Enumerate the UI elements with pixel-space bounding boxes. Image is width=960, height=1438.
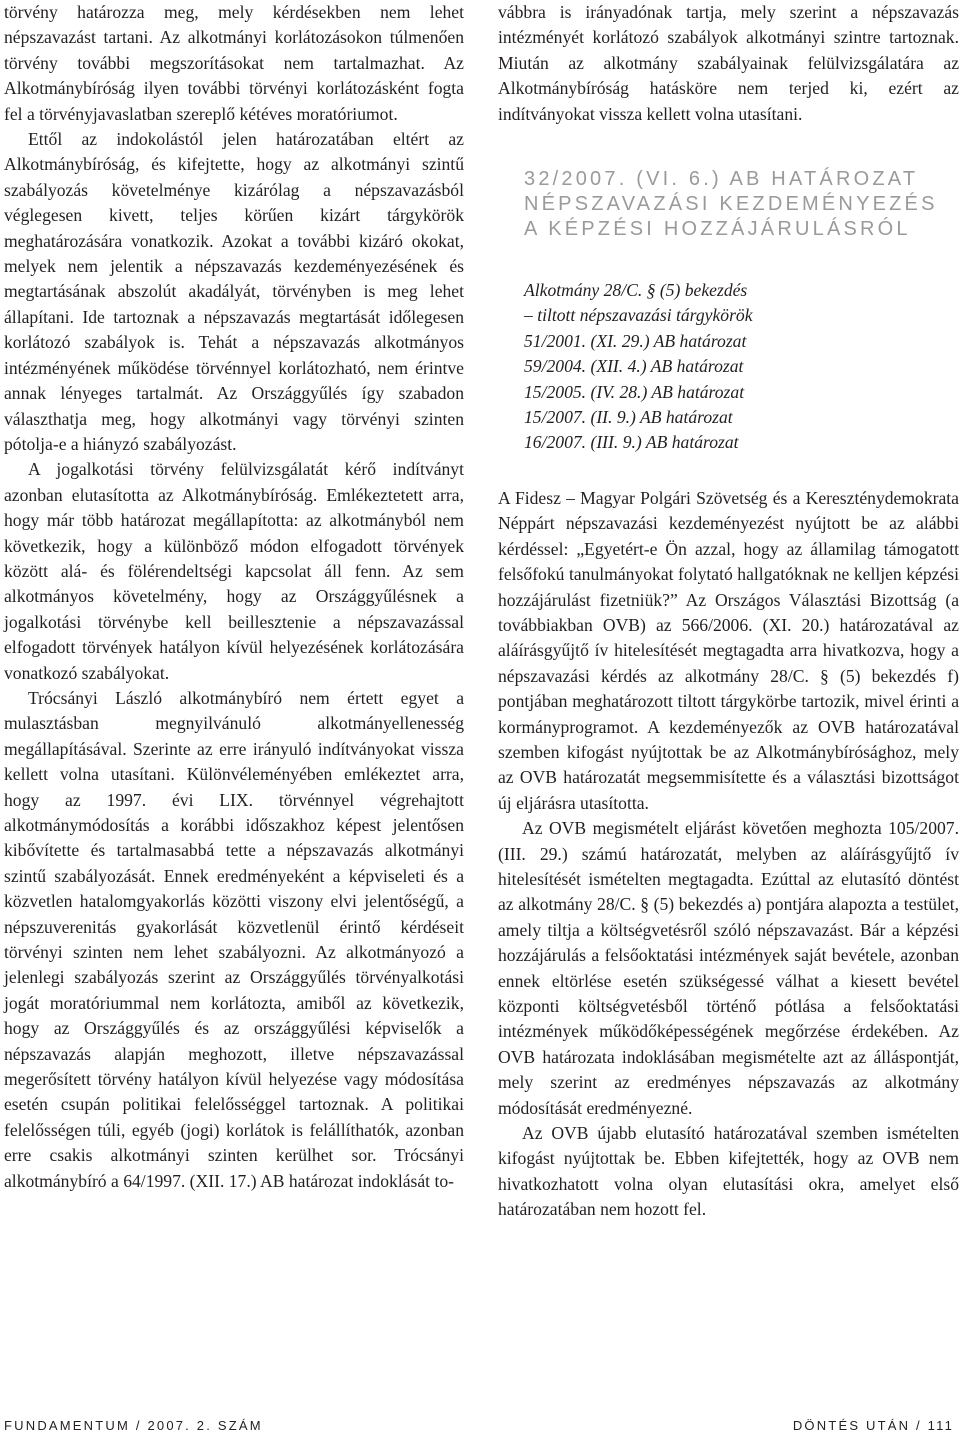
- right-paragraph-1: A Fidesz – Magyar Polgári Szövetség és a Kereszténydemokrata Néppárt népszavazási kezdeményezést nyújtott be az alábbi kérdéssel: „Egyetért-e Ön azzal, hogy az államilag támogatott felsőfokú tanulmányokat folytató hallgatóknak ne kelljen képzési hozzájárulást fizetniük?” Az Országos Választási Bizottság (a továbbiakban OVB) az 566/2006. (XI. 20.) határozatával az aláírásgyűjtő ív hitelesítését megtagadta arra hivatkozva, hogy a népszavazási kérdés az alkotmány 28/C. § (5) bekezdés f) pontjában meghatározott tiltott tárgykörbe tartozik, mivel érinti a kormányprogramot. A kezdeményezők az OVB határozatával szemben kifogást nyújtottak be az Alkotmánybírósághoz, mely az OVB határozatát megsemmisítette és a választási bizottságot új eljárásra utasította.: [498, 487, 959, 813]
- reference-list: [498, 278, 959, 456]
- footer-journal-label: FUNDAMENTUM / 2007. 2. SZÁM: [4, 1418, 263, 1433]
- left-paragraph-2: Ettől az indokolástól jelen határozatában eltért az Alkotmánybíróság, és kifejtette, hogy az alkotmányi szintű szabályozás követelménye kizárólag a népszavazásból véglegesen kivett, teljes körűen kizárt tárgykörök meghatározására vonatkozik. Azokat a további kizáró okokat, melyek nem jelentik a népszavazás kezdeményezésének és megtartásának abszolút akadályát, törvényben is meg lehet állapítani. Ide tartoznak a népszavazás megtartását időlegesen korlátozó szabályok is. Tehát a népszavazás alkotmányos intézményének működése törvénnyel korlátozható, nem érintve annak lényeges tartalmát. Az Országgyűlés így szabadon választhatja meg, hogy alkotmányi vagy törvényi szinten pótolja-e a hiányzó szabályozást.: [4, 129, 464, 454]
- reference-item: 15/2005. (IV. 28.) AB határozat: [524, 381, 745, 402]
- right-intro-paragraph: vábbra is irányadónak tartja, mely szerint a népszavazás intézményét korlátozó szabályok alkotmányi szintre tartoznak. Miután az alkotmány szabályainak felülvizsgálatára az Alkotmánybíróság hatásköre nem terjed ki, ezért az indítványokat vissza kellett volna utasítani.: [498, 2, 959, 124]
- footer-section-page-label: DÖNTÉS UTÁN / 111: [792, 1418, 954, 1433]
- left-paragraph-4: Trócsányi László alkotmánybíró nem értett egyet a mulasztásban megnyilvánuló alkotmányellenesség megállapításával. Szerinte az erre irányuló indítványokat vissza kellett volna utasítani. Különvéleményében emlékeztet arra, hogy az 1997. évi LIX. törvénnyel végrehajtott alkotmánymódosítás a korábbi időszakhoz képest jelentősen kibővítette és tartalmasabbá tette a népszavazás alkotmányi szintű szabályozását. Ennek eredményeként a képviseleti és a közvetlen hatalomgyakorlás közötti viszony elvi jelentőségű, a népszuverenitás gyakorlását közvetlenül érintő kérdéseit törvényi szinten nem lehet szabályozni. Az alkotmányozó a jelenlegi szabályozás szerint az Országgyűlés törvényalkotási jogát moratóriummal nem korlátozta, amiből az következik, hogy az Országgyűlés és az országgyűlési képviselők a népszavazás alapján meghozott, illetve népszavazással megerősített törvény hatályon kívül helyezése vagy módosítása esetén csupán politikai felelősséggel tartoznak. A politikai felelősségen túli, egyéb (jogi) korlátok is felállíthatók, azonban erre csakis alkotmányi szinten kerülhet sor. Trócsányi alkotmánybíró a 64/1997. (XII. 17.) AB határozat indoklását to-: [4, 687, 464, 1191]
- left-paragraph-1: törvény határozza meg, mely kérdésekben nem lehet népszavazást tartani. Az alkotmányi korlátozásokon túlmenően törvény további megszorításokat nem tartalmazhat. Az Alkotmánybíróság ilyen további törvényi korlátozásként fogta fel a törvényjavaslatban szereplő kétéves moratóriumot.: [4, 2, 464, 124]
- right-column: [498, 0, 959, 1223]
- reference-item: 59/2004. (XII. 4.) AB határozat: [524, 356, 744, 377]
- right-paragraph-2: Az OVB megismételt eljárást követően meghozta 105/2007. (III. 29.) számú határozatát, melyben az aláírásgyűjtő ív hitelesítését ismételten megtagadta. Ezúttal az elutasító döntést az alkotmány 28/C. § (5) bekezdés a) pontjára alapozta a testület, amely tiltja a költségvetésről szóló népszavazást. Bár a képzési hozzájárulás a felsőoktatási intézmények saját bevétele, azonban ennek eltörlése esetén szükségessé válhat a kiesett bevétel központi költségvetésből történő pótlása a felsőoktatási intézmények működőképességének megőrzése érdekében. Az OVB határozata indoklásában megismételte azt az álláspontját, mely szerint az eredményes népszavazás az alkotmány módosítását eredményezné.: [498, 818, 959, 1118]
- reference-item: Alkotmány 28/C. § (5) bekezdés: [524, 280, 748, 301]
- section-heading-line-2: NÉPSZAVAZÁSI KEZDEMÉNYEZÉS: [524, 193, 938, 216]
- left-paragraph-3: A jogalkotási törvény felülvizsgálatát kérő indítványt azonban elutasította az Alkotmánybíróság. Emlékeztetett arra, hogy már több határozat megállapította: az alkotmányból nem következik, hogy a különböző módon elfogadott törvények között alá- és fölérendeltségi kapcsolat áll fenn. Az sem alkotmányos követelmény, hogy az Országgyűlésnek a jogalkotási törvénybe kell beillesztenie a népszavazással elfogadott törvények hatályon kívül helyezésének korlátozására vonatkozó szabályokat.: [4, 459, 464, 683]
- reference-item: 15/2007. (II. 9.) AB határozat: [524, 407, 733, 428]
- reference-item: – tiltott népszavazási tárgykörök: [524, 305, 753, 326]
- reference-item: 51/2001. (XI. 29.) AB határozat: [524, 330, 747, 351]
- right-paragraph-3: Az OVB újabb elutasító határozatával szemben ismételten kifogást nyújtottak be. Ebben kifejtették, hogy az OVB nem hivatkozhatott volna olyan elutasítási okra, amelyet első határozatában nem hozott fel.: [498, 1123, 959, 1220]
- left-column: [4, 0, 464, 1194]
- section-heading-line-3: A KÉPZÉSI HOZZÁJÁRULÁSRÓL: [524, 218, 911, 241]
- section-heading-line-1: 32/2007. (VI. 6.) AB HATÁROZAT: [524, 168, 919, 191]
- reference-item: 16/2007. (III. 9.) AB határozat: [524, 432, 739, 453]
- section-heading: [498, 167, 959, 242]
